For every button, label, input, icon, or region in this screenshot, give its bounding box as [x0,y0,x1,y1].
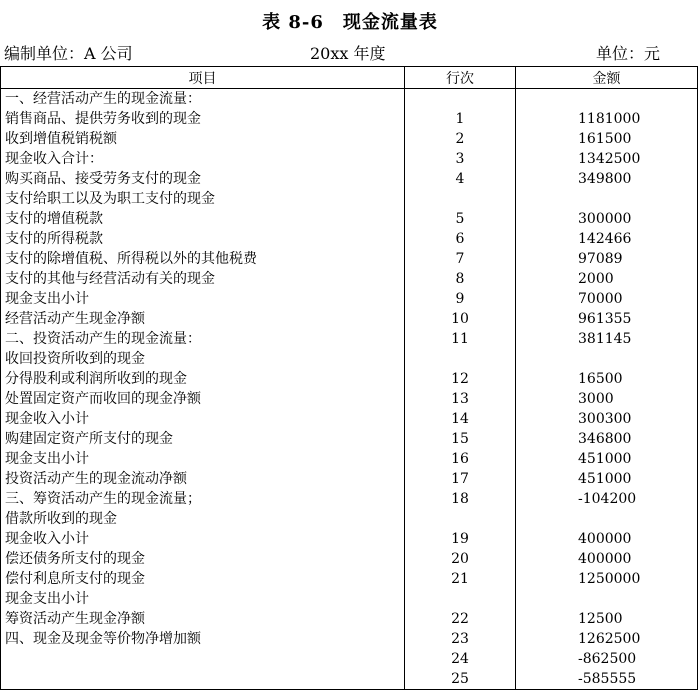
row-amount-cell [516,589,698,609]
row-item-cell: 分得股利或利润所收到的现金 [1,369,405,389]
table-row [1,149,698,169]
row-item-cell: 购建固定资产所支付的现金 [1,429,405,449]
table-row [1,669,698,690]
header-row [1,67,698,89]
table-row [1,189,698,209]
row-amount-cell: 97089 [516,249,698,269]
row-item-cell: 支付的增值税款 [1,209,405,229]
row-line-cell: 25 [405,669,516,690]
row-line-cell: 4 [405,169,516,189]
row-item-cell: 支付给职工以及为职工支付的现金 [1,189,405,209]
table-row [1,609,698,629]
row-line-cell: 2 [405,129,516,149]
table-row [1,629,698,649]
row-line-cell: 11 [405,329,516,349]
row-line-cell [405,589,516,609]
row-amount-cell: 300300 [516,409,698,429]
row-line-cell [405,349,516,369]
row-line-cell: 5 [405,209,516,229]
table-row [1,429,698,449]
table-row [1,509,698,529]
row-line-cell: 6 [405,229,516,249]
row-amount-cell: 16500 [516,369,698,389]
row-amount-cell: -862500 [516,649,698,669]
row-item-cell: 支付的其他与经营活动有关的现金 [1,269,405,289]
row-item-cell: 现金收入小计 [1,409,405,429]
row-item-cell: 处置固定资产而收回的现金净额 [1,389,405,409]
column-header-line: 行次 [405,67,516,89]
table-row [1,269,698,289]
row-amount-cell: -585555 [516,669,698,690]
row-line-cell: 22 [405,609,516,629]
row-line-cell: 9 [405,289,516,309]
row-amount-cell: 349800 [516,169,698,189]
table-row [1,569,698,589]
row-amount-cell: 1181000 [516,109,698,129]
row-amount-cell: 70000 [516,289,698,309]
row-amount-cell: 12500 [516,609,698,629]
row-item-cell [1,649,405,669]
row-line-cell: 23 [405,629,516,649]
row-line-cell: 16 [405,449,516,469]
row-item-cell: 筹资活动产生现金净额 [1,609,405,629]
row-line-cell: 3 [405,149,516,169]
compiling-unit: 编制单位：A 公司 [4,44,133,63]
row-item-cell: 偿付利息所支付的现金 [1,569,405,589]
table-row [1,249,698,269]
table-row [1,349,698,369]
row-item-cell: 投资活动产生的现金流动净额 [1,469,405,489]
table-title: 表 8-6 现金流量表 [262,12,438,33]
row-item-cell: 收到增值税销税额 [1,129,405,149]
row-amount-cell: 346800 [516,429,698,449]
table-row [1,589,698,609]
column-header-amount: 金额 [516,67,698,89]
row-item-cell: 四、现金及现金等价物净增加额 [1,629,405,649]
table-row [1,389,698,409]
row-line-cell: 10 [405,309,516,329]
table-row [1,529,698,549]
row-amount-cell [516,509,698,529]
cash-flow-table [0,66,698,690]
row-item-cell: 购买商品、接受劳务支付的现金 [1,169,405,189]
table-row [1,369,698,389]
table-row [1,409,698,429]
row-line-cell: 21 [405,569,516,589]
table-row [1,329,698,349]
row-amount-cell: 2000 [516,269,698,289]
row-item-cell: 支付的所得税款 [1,229,405,249]
row-item-cell: 支付的除增值税、所得税以外的其他税费 [1,249,405,269]
table-row [1,449,698,469]
row-item-cell: 经营活动产生现金净额 [1,309,405,329]
row-item-cell: 现金收入小计 [1,529,405,549]
row-amount-cell: 1262500 [516,629,698,649]
row-item-cell: 现金支出小计 [1,589,405,609]
row-line-cell: 15 [405,429,516,449]
row-amount-cell [516,349,698,369]
fiscal-year: 20xx 年度 [310,44,386,63]
row-amount-cell: 961355 [516,309,698,329]
row-amount-cell: 142466 [516,229,698,249]
row-line-cell: 8 [405,269,516,289]
table-row [1,169,698,189]
row-amount-cell: 3000 [516,389,698,409]
row-amount-cell: 451000 [516,449,698,469]
row-item-cell: 现金收入合计： [1,149,405,169]
row-amount-cell: 400000 [516,549,698,569]
column-header-item: 项目 [1,67,405,89]
row-line-cell [405,509,516,529]
row-amount-cell: 400000 [516,529,698,549]
row-amount-cell: -104200 [516,489,698,509]
row-line-cell: 20 [405,549,516,569]
table-row [1,469,698,489]
row-item-cell: 现金支出小计 [1,289,405,309]
table-row [1,489,698,509]
row-line-cell: 12 [405,369,516,389]
row-line-cell: 19 [405,529,516,549]
table-row [1,209,698,229]
row-amount-cell: 300000 [516,209,698,229]
row-item-cell: 偿还债务所支付的现金 [1,549,405,569]
row-line-cell: 7 [405,249,516,269]
row-amount-cell [516,89,698,110]
table-row [1,129,698,149]
row-line-cell [405,89,516,110]
row-amount-cell: 1342500 [516,149,698,169]
row-item-cell: 收回投资所收到的现金 [1,349,405,369]
row-item-cell [1,669,405,690]
row-line-cell: 14 [405,409,516,429]
table-row [1,649,698,669]
row-item-cell: 三、筹资活动产生的现金流量； [1,489,405,509]
row-amount-cell: 381145 [516,329,698,349]
table-row [1,309,698,329]
row-amount-cell: 161500 [516,129,698,149]
table-row [1,89,698,110]
row-line-cell: 13 [405,389,516,409]
row-amount-cell: 451000 [516,469,698,489]
row-line-cell: 1 [405,109,516,129]
row-amount-cell: 1250000 [516,569,698,589]
row-line-cell: 18 [405,489,516,509]
table-row [1,289,698,309]
row-item-cell: 借款所收到的现金 [1,509,405,529]
currency-unit: 单位：元 [596,44,661,63]
row-line-cell: 17 [405,469,516,489]
row-item-cell: 一、经营活动产生的现金流量： [1,89,405,110]
table-row [1,229,698,249]
table-row [1,109,698,129]
table-row [1,549,698,569]
row-item-cell: 现金支出小计 [1,449,405,469]
row-amount-cell [516,189,698,209]
row-line-cell: 24 [405,649,516,669]
row-item-cell: 销售商品、提供劳务收到的现金 [1,109,405,129]
row-item-cell: 二、投资活动产生的现金流量： [1,329,405,349]
row-line-cell [405,189,516,209]
